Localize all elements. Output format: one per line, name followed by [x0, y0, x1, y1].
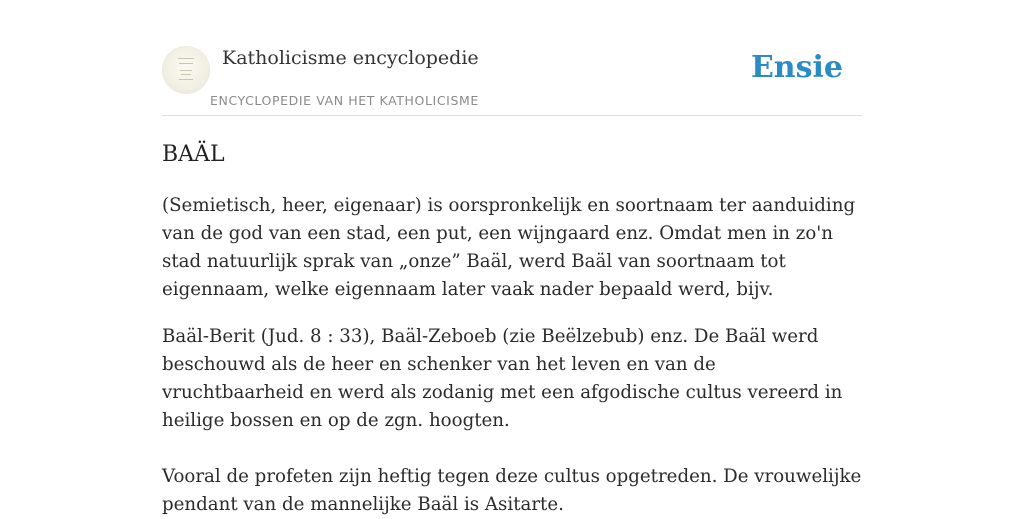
- site-subtitle: ENCYCLOPEDIE VAN HET KATHOLICISME: [210, 93, 479, 108]
- article-body: [162, 192, 862, 519]
- site-title[interactable]: Katholicisme encyclopedie: [222, 47, 479, 69]
- paragraph: Vooral de profeten zijn heftig tegen deze cultus opgetreden. De vrouwelijke pendant van de mannelijke Baäl is Asitarte.: [162, 466, 862, 515]
- header: [162, 0, 862, 116]
- encyclopedia-cover-thumbnail[interactable]: [162, 46, 210, 94]
- ensie-logo-link[interactable]: Ensie: [750, 50, 843, 85]
- article-title: BAÄL: [162, 142, 225, 167]
- paragraph: (Semietisch, heer, eigenaar) is oorspronkelijk en soortnaam ter aanduiding van de god van een stad, een put, een wijngaard enz. Omdat men in zo'n stad natuurlijk sprak van „onze” Baäl, werd Baäl van soortnaam tot eigennaam, welke eigennaam later vaak nader bepaald werd, bijv.: [162, 195, 856, 300]
- paragraph: Baäl-Berit (Jud. 8 : 33), Baäl-Zeboeb (zie Beëlzebub) enz. De Baäl werd beschouwd als de heer en schenker van het leven en van de vruchtbaarheid en werd als zodanig met een afgodische cultus vereerd in heilige bossen en op de zgn. hoogten.: [162, 326, 843, 431]
- page: [162, 0, 862, 515]
